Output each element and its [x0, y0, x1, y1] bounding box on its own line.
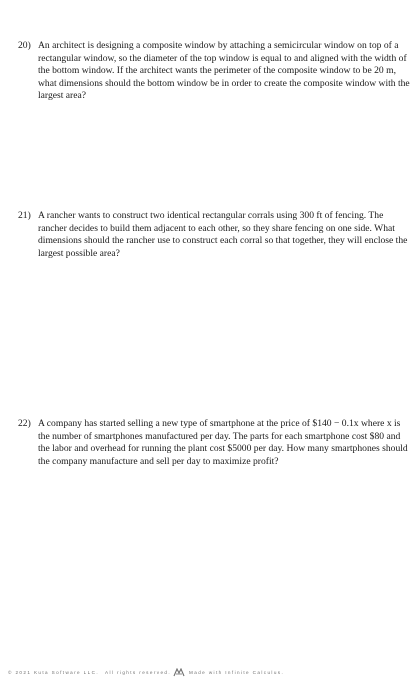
made-with-text: Made with Infinite Calculus. — [189, 669, 285, 675]
page-footer — [8, 668, 408, 677]
rights-text: All rights reserved. — [105, 669, 172, 675]
problem-22 — [18, 418, 410, 468]
problem-text: A rancher wants to construct two identical rectangular corrals using 300 ft of fencing. The rancher decides to build them adjacent to each other, so they share fencing on one side. What dimensions should the rancher use to construct each corral so that together, they will enclose the largest possible area? — [38, 210, 408, 259]
copyright-text: © 2021 Kuta Software LLC. — [8, 669, 99, 675]
problem-number: 20) — [18, 40, 31, 51]
problem-number: 21) — [18, 210, 31, 221]
kuta-logo-icon — [173, 668, 185, 677]
problem-text: An architect is designing a composite window by attaching a semicircular window on top of a rectangular window, so the diameter of the top window is equal to and aligned with the width of the bottom window. If the architect wants the perimeter of the composite window to be 20 m, what dimensions should the bottom window be in order to create the composite window with the largest area? — [38, 40, 410, 102]
problem-text: A company has started selling a new type of smartphone at the price of $140 − 0.1x where x is the number of smartphones manufactured per day. The parts for each smartphone cost $80 and the labor and overhead for running the plant cost $5000 per day. How many smartphones should the company manufacture and sell per day to maximize profit? — [38, 418, 408, 467]
problem-21 — [18, 210, 410, 260]
problem-20 — [18, 40, 410, 103]
problem-number: 22) — [18, 418, 31, 429]
